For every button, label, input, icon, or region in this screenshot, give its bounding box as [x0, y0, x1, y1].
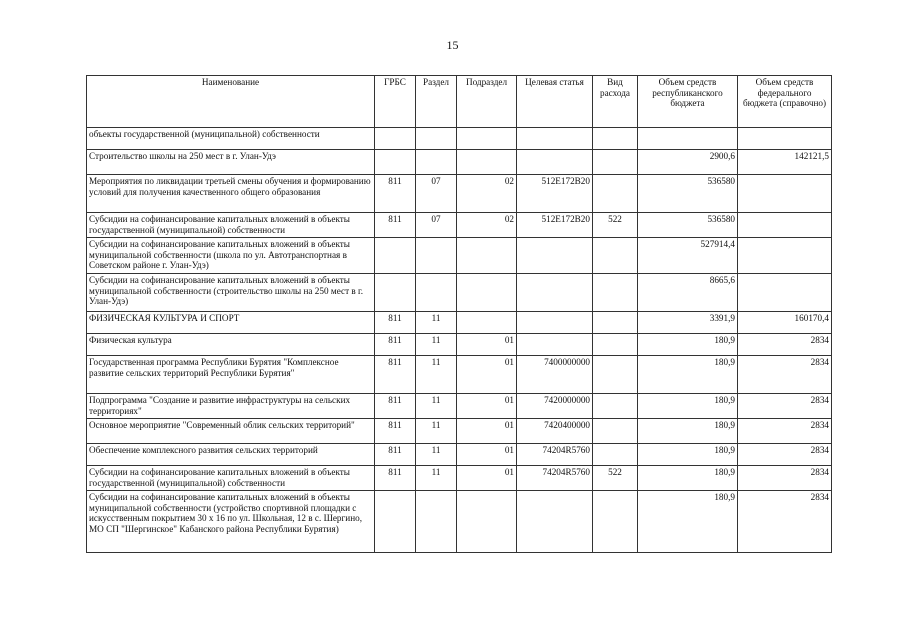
cell-republic: 180,9 [638, 394, 738, 419]
cell-expense-type [593, 128, 638, 150]
cell-grbs: 811 [375, 334, 416, 356]
cell-target: 74204R5760 [517, 444, 593, 466]
table-row [87, 444, 832, 466]
header-section: Раздел [416, 76, 457, 128]
table-row [87, 150, 832, 175]
cell-republic: 180,9 [638, 334, 738, 356]
header-target: Целевая статья [517, 76, 593, 128]
cell-subsection [457, 128, 517, 150]
cell-expense-type [593, 394, 638, 419]
cell-target: 7420400000 [517, 419, 593, 444]
header-row [87, 76, 832, 128]
cell-subsection [457, 491, 517, 553]
cell-expense-type [593, 312, 638, 334]
table-row [87, 491, 832, 553]
table-row [87, 312, 832, 334]
cell-grbs [375, 150, 416, 175]
cell-expense-type [593, 491, 638, 553]
cell-name: Физическая культура [87, 334, 375, 356]
cell-name: Основное мероприятие "Современный облик сельских территорий" [87, 419, 375, 444]
cell-section: 11 [416, 466, 457, 491]
cell-subsection: 01 [457, 394, 517, 419]
cell-federal: 2834 [738, 356, 832, 394]
cell-federal [738, 274, 832, 312]
cell-subsection: 02 [457, 213, 517, 238]
cell-grbs [375, 128, 416, 150]
cell-republic: 536580 [638, 213, 738, 238]
cell-section: 11 [416, 312, 457, 334]
cell-name: Субсидии на софинансирование капитальных вложений в объекты государственной (муниципальной) собственности [87, 213, 375, 238]
cell-grbs [375, 238, 416, 274]
cell-federal [738, 128, 832, 150]
cell-name: объекты государственной (муниципальной) собственности [87, 128, 375, 150]
cell-subsection [457, 150, 517, 175]
cell-target [517, 312, 593, 334]
cell-name: Строительство школы на 250 мест в г. Улан-Удэ [87, 150, 375, 175]
cell-federal: 2834 [738, 444, 832, 466]
cell-section: 11 [416, 444, 457, 466]
cell-name: Субсидии на софинансирование капитальных вложений в объекты муниципальной собственности (устройство спортивной площадки с искусственным покрытием 30 x 16 по ул. Школьная, 12 в с. Шергино, МО СП "Шергинское" Кабанского района Республики Бурятия) [87, 491, 375, 553]
cell-section [416, 238, 457, 274]
cell-republic: 180,9 [638, 356, 738, 394]
cell-republic: 536580 [638, 175, 738, 213]
cell-federal [738, 213, 832, 238]
cell-section [416, 491, 457, 553]
cell-section: 11 [416, 334, 457, 356]
cell-federal: 160170,4 [738, 312, 832, 334]
cell-federal: 2834 [738, 394, 832, 419]
cell-republic [638, 128, 738, 150]
header-subsection: Подраздел [457, 76, 517, 128]
cell-republic: 180,9 [638, 444, 738, 466]
cell-federal [738, 238, 832, 274]
cell-section: 07 [416, 175, 457, 213]
cell-republic: 180,9 [638, 419, 738, 444]
cell-target [517, 334, 593, 356]
cell-grbs: 811 [375, 419, 416, 444]
cell-grbs [375, 274, 416, 312]
table-body [87, 128, 832, 553]
cell-name: Подпрограмма "Создание и развитие инфраструктуры на сельских территориях" [87, 394, 375, 419]
cell-grbs: 811 [375, 466, 416, 491]
cell-expense-type [593, 419, 638, 444]
cell-subsection: 01 [457, 444, 517, 466]
cell-target [517, 128, 593, 150]
table-row [87, 466, 832, 491]
cell-subsection: 01 [457, 419, 517, 444]
cell-republic: 180,9 [638, 491, 738, 553]
cell-grbs: 811 [375, 175, 416, 213]
cell-federal: 142121,5 [738, 150, 832, 175]
cell-grbs: 811 [375, 312, 416, 334]
cell-target: 74204R5760 [517, 466, 593, 491]
cell-expense-type [593, 150, 638, 175]
table-row [87, 238, 832, 274]
header-federal: Объем средств федерального бюджета (справочно) [738, 76, 832, 128]
cell-target: 512E172B20 [517, 175, 593, 213]
cell-federal: 2834 [738, 466, 832, 491]
cell-section: 11 [416, 394, 457, 419]
table-row [87, 274, 832, 312]
cell-grbs: 811 [375, 356, 416, 394]
cell-section [416, 274, 457, 312]
page-number: 15 [446, 38, 459, 52]
table-row [87, 175, 832, 213]
cell-expense-type [593, 334, 638, 356]
cell-republic: 3391,9 [638, 312, 738, 334]
cell-section: 11 [416, 356, 457, 394]
cell-target [517, 150, 593, 175]
cell-republic: 527914,4 [638, 238, 738, 274]
table-row [87, 356, 832, 394]
cell-name: Государственная программа Республики Бурятия "Комплексное развитие сельских территорий Республики Бурятия" [87, 356, 375, 394]
table-row [87, 213, 832, 238]
cell-expense-type [593, 274, 638, 312]
cell-target [517, 238, 593, 274]
cell-federal: 2834 [738, 419, 832, 444]
cell-name: Мероприятия по ликвидации третьей смены обучения и формированию условий для получения качественного общего образования [87, 175, 375, 213]
cell-expense-type [593, 238, 638, 274]
cell-subsection: 02 [457, 175, 517, 213]
table-row [87, 419, 832, 444]
cell-expense-type: 522 [593, 466, 638, 491]
cell-target: 7420000000 [517, 394, 593, 419]
cell-subsection: 01 [457, 356, 517, 394]
cell-name: ФИЗИЧЕСКАЯ КУЛЬТУРА И СПОРТ [87, 312, 375, 334]
cell-subsection: 01 [457, 466, 517, 491]
cell-subsection [457, 312, 517, 334]
cell-expense-type: 522 [593, 213, 638, 238]
cell-target [517, 274, 593, 312]
cell-section: 07 [416, 213, 457, 238]
cell-republic: 180,9 [638, 466, 738, 491]
budget-table [86, 75, 832, 553]
cell-republic: 2900,6 [638, 150, 738, 175]
cell-section: 11 [416, 419, 457, 444]
header-expense-type: Вид расхода [593, 76, 638, 128]
cell-name: Обеспечение комплексного развития сельских территорий [87, 444, 375, 466]
cell-federal: 2834 [738, 491, 832, 553]
cell-expense-type [593, 444, 638, 466]
header-republic: Объем средств республиканского бюджета [638, 76, 738, 128]
table-row [87, 128, 832, 150]
cell-section [416, 150, 457, 175]
cell-name: Субсидии на софинансирование капитальных вложений в объекты государственной (муниципальной) собственности [87, 466, 375, 491]
cell-federal: 2834 [738, 334, 832, 356]
cell-name: Субсидии на софинансирование капитальных вложений в объекты муниципальной собственности (школа по ул. Автотранспортная в Советском районе г. Улан-Удэ) [87, 238, 375, 274]
cell-name: Субсидии на софинансирование капитальных вложений в объекты муниципальной собственности (строительство школы на 250 мест в г. Улан-Удэ) [87, 274, 375, 312]
cell-grbs [375, 491, 416, 553]
table-row [87, 394, 832, 419]
cell-grbs: 811 [375, 444, 416, 466]
cell-grbs: 811 [375, 394, 416, 419]
cell-target [517, 491, 593, 553]
header-grbs: ГРБС [375, 76, 416, 128]
cell-subsection [457, 274, 517, 312]
cell-target: 7400000000 [517, 356, 593, 394]
cell-republic: 8665,6 [638, 274, 738, 312]
cell-subsection: 01 [457, 334, 517, 356]
table-row [87, 334, 832, 356]
cell-grbs: 811 [375, 213, 416, 238]
cell-expense-type [593, 175, 638, 213]
cell-federal [738, 175, 832, 213]
cell-target: 512E172B20 [517, 213, 593, 238]
header-name: Наименование [87, 76, 375, 128]
cell-expense-type [593, 356, 638, 394]
cell-subsection [457, 238, 517, 274]
cell-section [416, 128, 457, 150]
